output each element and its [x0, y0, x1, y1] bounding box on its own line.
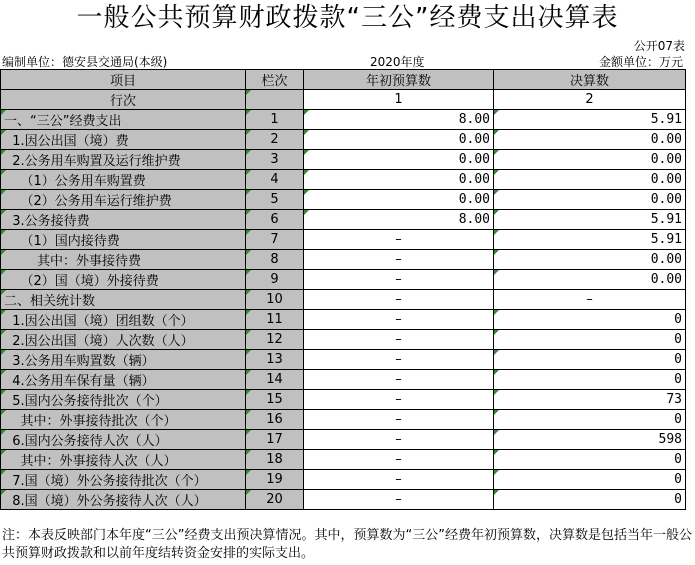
row-line-number: 16: [246, 410, 304, 430]
header-budget: 年初预算数: [304, 70, 494, 90]
row-final-value: 0: [494, 450, 686, 470]
table-row: [1, 250, 686, 270]
row-line-number: 15: [246, 390, 304, 410]
row-item-label: 1.因公出国（境）团组数（个）: [1, 310, 246, 330]
row-item-label: 其中：外事接待费: [1, 250, 246, 270]
table-row: [1, 430, 686, 450]
row-final-value: 0.00: [494, 170, 686, 190]
row-final-value: 598: [494, 430, 686, 450]
table-row: [1, 270, 686, 290]
report-meta: [0, 52, 695, 68]
header-item: 项目: [1, 70, 246, 90]
header-final: 决算数: [494, 70, 686, 90]
row-item-label: （2）公务用车运行维护费: [1, 190, 246, 210]
table-row: [1, 330, 686, 350]
currency-unit: 金额单位：万元: [598, 55, 683, 69]
row-budget-value: 8.00: [304, 210, 494, 230]
row-budget-value: 0.00: [304, 150, 494, 170]
row-item-label: （2）国（境）外接待费: [1, 270, 246, 290]
row-item-label: 5.国内公务接待批次（个）: [1, 390, 246, 410]
row-budget-value: –: [304, 390, 494, 410]
row-final-value: 0.00: [494, 130, 686, 150]
row-budget-value: 0.00: [304, 190, 494, 210]
row-final-value: 0: [494, 490, 686, 510]
row-budget-value: –: [304, 330, 494, 350]
row-line-number: 5: [246, 190, 304, 210]
table-row: [1, 410, 686, 430]
table-header-row: [1, 70, 686, 90]
row-line-number: 4: [246, 170, 304, 190]
row-budget-value: –: [304, 490, 494, 510]
table-row: [1, 310, 686, 330]
row-final-value: 0.00: [494, 250, 686, 270]
row-line-number: 11: [246, 310, 304, 330]
subheader-line: [246, 90, 304, 110]
row-budget-value: –: [304, 230, 494, 250]
row-final-value: 5.91: [494, 210, 686, 230]
row-final-value: 0: [494, 370, 686, 390]
row-line-number: 2: [246, 130, 304, 150]
row-budget-value: –: [304, 410, 494, 430]
row-line-number: 19: [246, 470, 304, 490]
subheader-budget: 1: [304, 90, 494, 110]
row-final-value: 0: [494, 410, 686, 430]
row-budget-value: –: [304, 370, 494, 390]
row-line-number: 13: [246, 350, 304, 370]
row-final-value: –: [494, 290, 686, 310]
fiscal-year: 2020年度: [370, 55, 425, 69]
row-final-value: 0.00: [494, 270, 686, 290]
row-item-label: 2.公务用车购置及运行维护费: [1, 150, 246, 170]
row-item-label: 其中：外事接待批次（个）: [1, 410, 246, 430]
table-row: [1, 370, 686, 390]
row-item-label: 3.公务用车购置数（辆）: [1, 350, 246, 370]
table-subheader-row: [1, 90, 686, 110]
row-item-label: 2.因公出国（境）人次数（人）: [1, 330, 246, 350]
row-budget-value: –: [304, 310, 494, 330]
table-row: [1, 150, 686, 170]
row-budget-value: –: [304, 470, 494, 490]
row-line-number: 8: [246, 250, 304, 270]
row-item-label: 二、相关统计数: [1, 290, 246, 310]
row-line-number: 12: [246, 330, 304, 350]
row-line-number: 6: [246, 210, 304, 230]
table-row: [1, 450, 686, 470]
row-final-value: 0.00: [494, 150, 686, 170]
row-line-number: 20: [246, 490, 304, 510]
table-row: [1, 390, 686, 410]
row-item-label: 6.国内公务接待人次（人）: [1, 430, 246, 450]
subheader-item: 行次: [1, 90, 246, 110]
table-row: [1, 210, 686, 230]
row-final-value: 0: [494, 350, 686, 370]
table-row: [1, 190, 686, 210]
row-final-value: 0: [494, 330, 686, 350]
row-item-label: 3.公务接待费: [1, 210, 246, 230]
reporting-unit: 编制单位：德安县交通局(本级): [2, 55, 168, 69]
row-budget-value: 0.00: [304, 170, 494, 190]
table-row: [1, 170, 686, 190]
row-final-value: 73: [494, 390, 686, 410]
row-final-value: 5.91: [494, 110, 686, 130]
row-budget-value: –: [304, 250, 494, 270]
row-item-label: （1）公务用车购置费: [1, 170, 246, 190]
row-budget-value: –: [304, 290, 494, 310]
table-row: [1, 230, 686, 250]
row-budget-value: –: [304, 430, 494, 450]
row-line-number: 10: [246, 290, 304, 310]
row-final-value: 0: [494, 310, 686, 330]
table-row: [1, 110, 686, 130]
row-budget-value: –: [304, 270, 494, 290]
row-item-label: 7.国（境）外公务接待批次（个）: [1, 470, 246, 490]
table-row: [1, 490, 686, 510]
row-item-label: 8.国（境）外公务接待人次（人）: [1, 490, 246, 510]
row-budget-value: –: [304, 350, 494, 370]
expenditure-table: [0, 69, 686, 510]
row-budget-value: 0.00: [304, 130, 494, 150]
table-row: [1, 130, 686, 150]
row-line-number: 18: [246, 450, 304, 470]
report-title: 一般公共预算财政拨款“三公”经费支出决算表: [76, 3, 619, 33]
row-line-number: 14: [246, 370, 304, 390]
subheader-final: 2: [494, 90, 686, 110]
row-item-label: 一、“三公”经费支出: [1, 110, 246, 130]
row-line-number: 1: [246, 110, 304, 130]
row-item-label: 1.因公出国（境）费: [1, 130, 246, 150]
header-line: 栏次: [246, 70, 304, 90]
row-line-number: 3: [246, 150, 304, 170]
row-item-label: （1）国内接待费: [1, 230, 246, 250]
table-row: [1, 470, 686, 490]
row-item-label: 其中：外事接待人次（人）: [1, 450, 246, 470]
footnote: 注：本表反映部门本年度“三公”经费支出预决算情况。其中，预算数为“三公”经费年初预算数，决算数是包括当年一般公共预算财政拨款和以前年度结转资金安排的实际支出。: [2, 528, 692, 561]
row-final-value: 0: [494, 470, 686, 490]
row-line-number: 7: [246, 230, 304, 250]
row-budget-value: –: [304, 450, 494, 470]
row-line-number: 9: [246, 270, 304, 290]
row-final-value: 0.00: [494, 190, 686, 210]
form-number: 公开07表: [633, 39, 685, 53]
row-budget-value: 8.00: [304, 110, 494, 130]
row-final-value: 5.91: [494, 230, 686, 250]
row-line-number: 17: [246, 430, 304, 450]
row-item-label: 4.公务用车保有量（辆）: [1, 370, 246, 390]
table-row: [1, 290, 686, 310]
table-row: [1, 350, 686, 370]
